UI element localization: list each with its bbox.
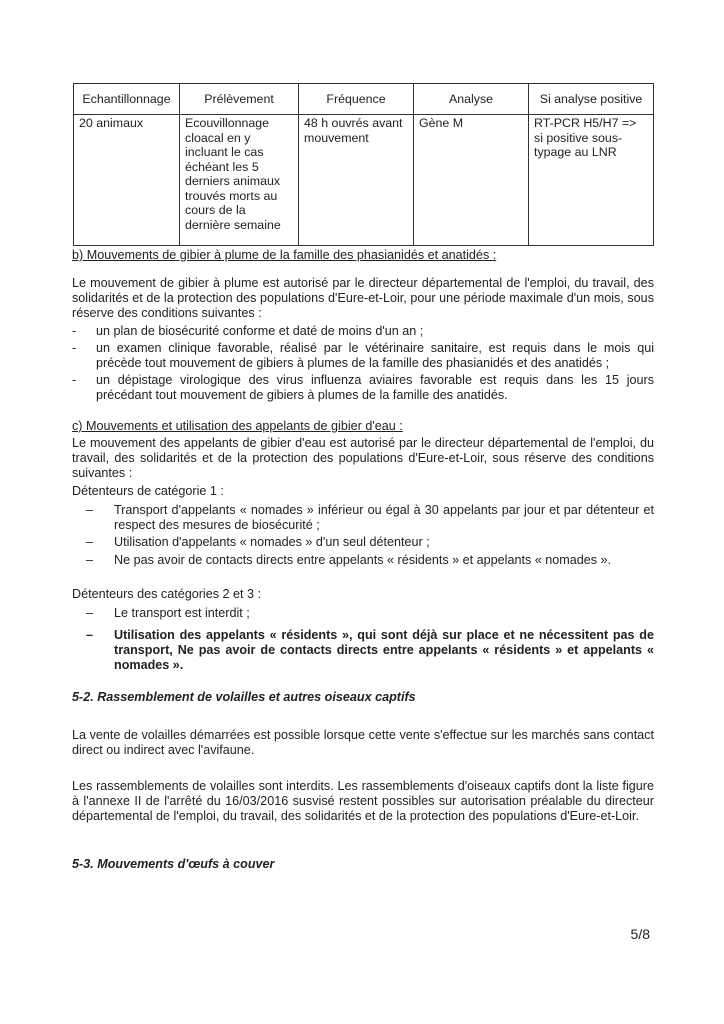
table-header: Echantillonnage <box>74 84 180 115</box>
bullet-dash: – <box>86 553 94 567</box>
list-item-text: Utilisation d'appelants « nomades » d'un seul détenteur ; <box>114 535 430 549</box>
section-c-intro: Le mouvement des appelants de gibier d'eau est autorisé par le directeur départemental de l'emploi, du travail, des solidarités et de la protection des populations d'Eure-et-Loir, sous réserve des conditions suivantes : <box>72 436 654 480</box>
list-item-text: Utilisation des appelants « résidents », qui sont déjà sur place et ne nécessitent pas de transport, Ne pas avoir de contacts directs entre appelants « résidents » et appelants « nomades ». <box>114 628 654 672</box>
list-item-text: Le transport est interdit ; <box>114 606 250 620</box>
list-item <box>86 606 654 621</box>
category-2-3-title: Détenteurs des catégories 2 et 3 : <box>72 587 262 601</box>
list-item <box>86 503 654 533</box>
table-cell: 48 h ouvrés avant mouvement <box>299 115 414 246</box>
list-item-text: un plan de biosécurité conforme et daté de moins d'un an ; <box>96 324 424 338</box>
section-5-3-heading: 5-3. Mouvements d'œufs à couver <box>72 857 275 871</box>
table-cell: Gène M <box>414 115 529 246</box>
bullet-dash: - <box>72 324 77 338</box>
bullet-dash: – <box>86 628 94 642</box>
bullet-dash: – <box>86 503 94 517</box>
list-item <box>86 628 654 673</box>
table-row <box>74 115 654 246</box>
table-header-row <box>74 84 654 115</box>
list-item <box>72 324 654 339</box>
table-header: Fréquence <box>299 84 414 115</box>
section-5-2-paragraph-1: La vente de volailles démarrées est possible lorsque cette vente s'effectue sur les marchés sans contact direct ou indirect avec l'avifaune. <box>72 728 654 757</box>
table-header: Analyse <box>414 84 529 115</box>
table-cell: Ecouvillonnage cloacal en y incluant le cas échéant les 5 derniers animaux trouvés morts au cours de la dernière semaine <box>180 115 299 246</box>
table-cell: RT-PCR H5/H7 => si positive sous-typage au LNR <box>529 115 654 246</box>
table-cell: 20 animaux <box>74 115 180 246</box>
list-item-text: un dépistage virologique des virus influenza aviaires favorable est requis dans les 15 jours précédant tout mouvement de gibiers à plumes de la famille des anatidés. <box>96 373 654 402</box>
section-5-2-paragraph-2: Les rassemblements de volailles sont interdits. Les rassemblements d'oiseaux captifs dont la liste figure à l'annexe II de l'arrêté du 16/03/2016 susvisé restent possibles sur autorisation préalable du directeur départemental de l'emploi, du travail, des solidarités et de la protection des populations d'Eure-et-Loir. <box>72 779 654 823</box>
bullet-dash: – <box>86 535 94 549</box>
list-item-text: Ne pas avoir de contacts directs entre appelants « résidents » et appelants « nomades ». <box>114 553 612 567</box>
section-5-2-heading: 5-2. Rassemblement de volailles et autres oiseaux captifs <box>72 690 416 704</box>
bullet-dash: - <box>72 341 77 355</box>
category-1-title: Détenteurs de catégorie 1 : <box>72 484 224 498</box>
bullet-dash: - <box>72 373 77 387</box>
table-header: Prélèvement <box>180 84 299 115</box>
section-b-heading: b) Mouvements de gibier à plume de la famille des phasianidés et anatidés : <box>72 248 497 262</box>
list-item-text: un examen clinique favorable, réalisé par le vétérinaire sanitaire, est requis dans le mois qui précède tout mouvement de gibiers à plumes de la famille des phasianidés et des anatidés ; <box>96 341 654 370</box>
list-item <box>72 373 654 403</box>
page-number: 5/8 <box>630 926 650 942</box>
section-b-intro: Le mouvement de gibier à plume est autorisé par le directeur départemental de l'emploi, du travail, des solidarités et de la protection des populations d'Eure-et-Loir, pour une période maximale d'un mois, sous réserve des conditions suivantes : <box>72 276 654 320</box>
section-c-heading: c) Mouvements et utilisation des appelants de gibier d'eau : <box>72 419 403 433</box>
bullet-dash: – <box>86 606 94 620</box>
list-item <box>72 341 654 371</box>
table-header: Si analyse positive <box>529 84 654 115</box>
sampling-table <box>73 83 654 246</box>
list-item-text: Transport d'appelants « nomades » inférieur ou égal à 30 appelants par jour et par détenteur et respect des mesures de biosécurité ; <box>114 503 654 532</box>
list-item <box>86 553 654 568</box>
list-item <box>86 535 654 550</box>
